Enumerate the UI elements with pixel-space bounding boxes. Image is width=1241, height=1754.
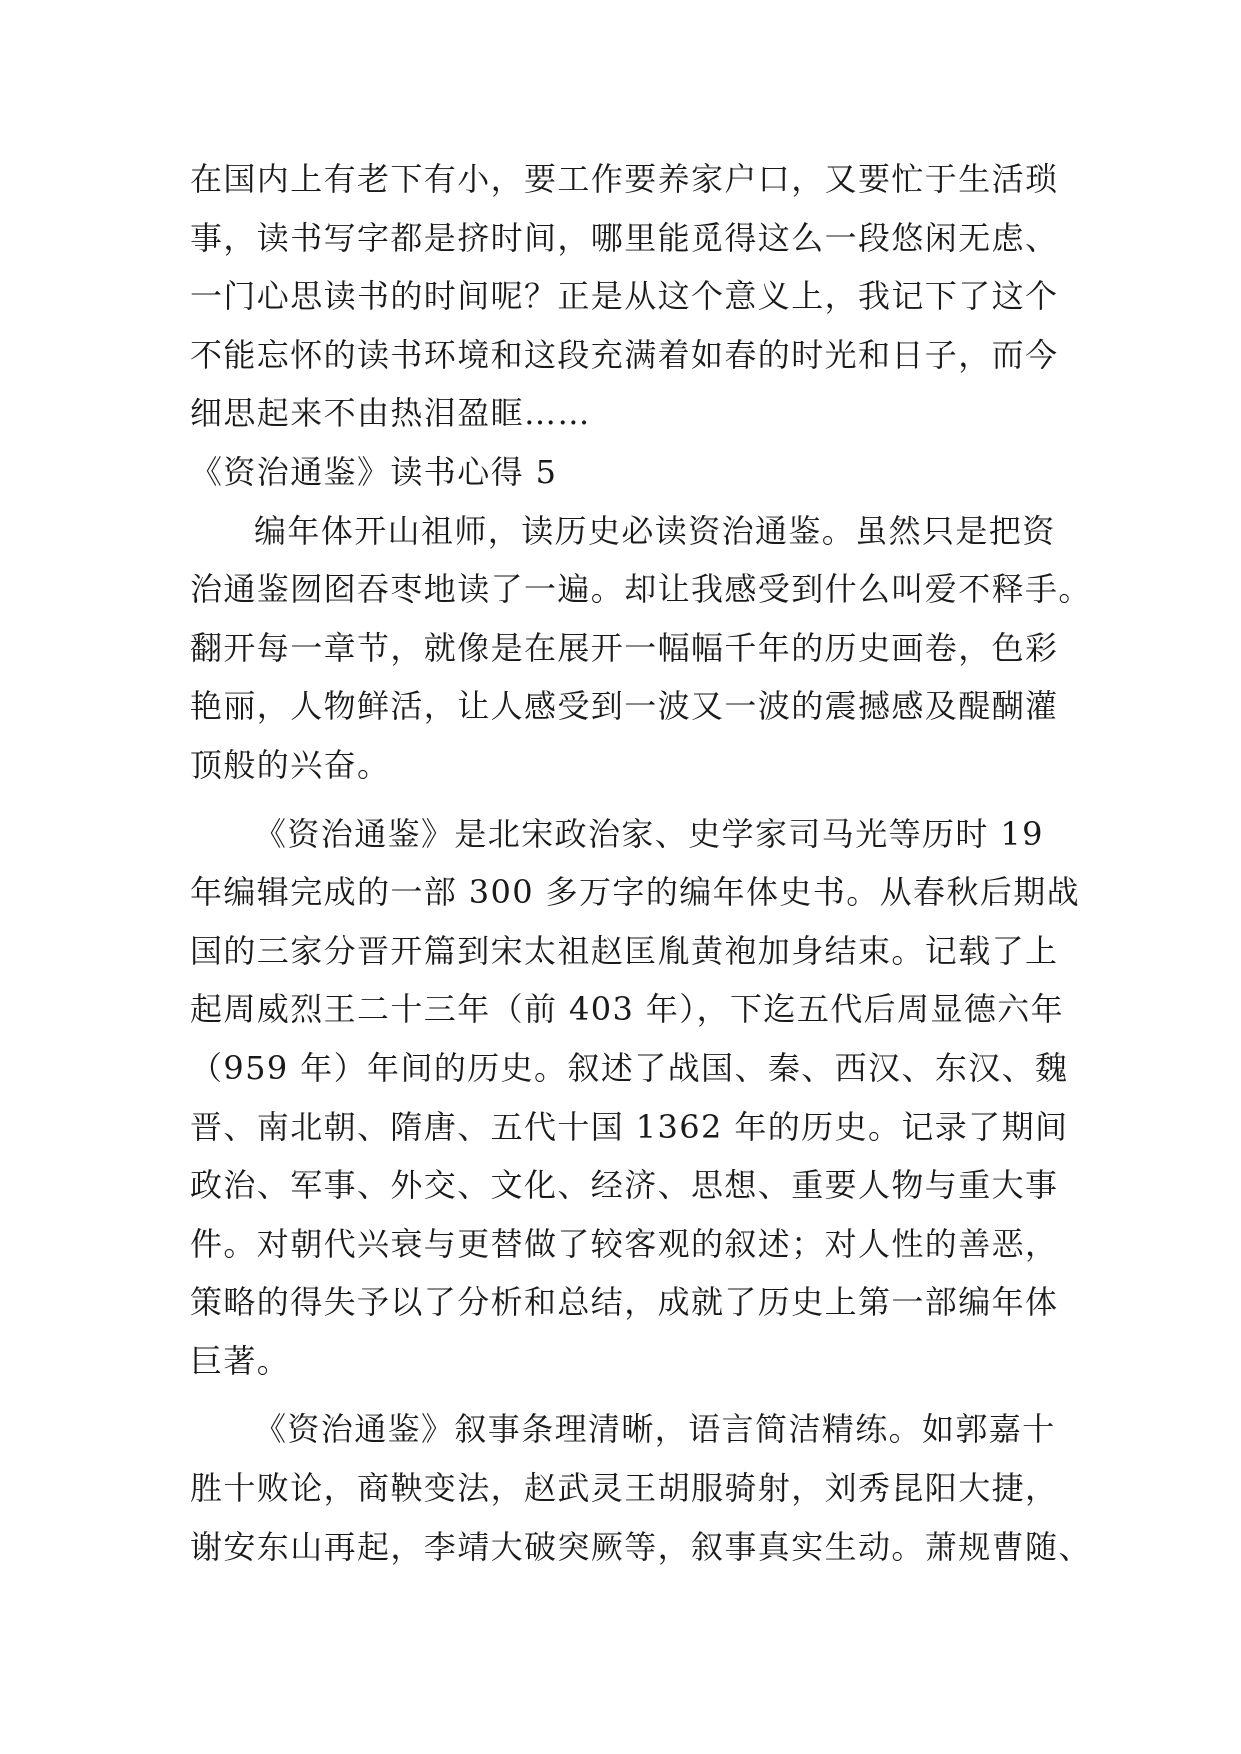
paragraph-line: 年编辑完成的一部 300 多万字的编年体史书。从春秋后期战 bbox=[190, 873, 1081, 912]
paragraph-line: 政治、军事、外交、文化、经济、思想、重要人物与重大事 bbox=[190, 1166, 1059, 1205]
paragraph-line: 谢安东山再起，李靖大破突厥等，叙事真实生动。萧规曹随、 bbox=[190, 1527, 1092, 1566]
intro-line: 细思起来不由热泪盈眶…… bbox=[190, 394, 591, 433]
intro-line: 不能忘怀的读书环境和这段充满着如春的时光和日子，而今 bbox=[190, 335, 1059, 374]
intro-line: 一门心思读书的时间呢？正是从这个意义上，我记下了这个 bbox=[190, 277, 1059, 316]
document-body bbox=[190, 150, 1092, 1576]
paragraph-line: 起周威烈王二十三年（前 403 年），下迄五代后周显德六年 bbox=[190, 990, 1065, 1029]
paragraph-line: （959 年）年间的历史。叙述了战国、秦、西汉、东汉、魏 bbox=[190, 1048, 1069, 1087]
paragraph-line: 艳丽，人物鲜活，让人感受到一波又一波的震撼感及醍醐灌 bbox=[190, 687, 1059, 726]
paragraph-line: 顶般的兴奋。 bbox=[190, 745, 391, 784]
paragraph-line: 《资治通鉴》是北宋政治家、史学家司马光等历时 19 bbox=[254, 814, 1044, 853]
paragraph-line: 巨著。 bbox=[190, 1341, 291, 1380]
paragraph-line: 晋、南北朝、隋唐、五代十国 1362 年的历史。记录了期间 bbox=[190, 1107, 1069, 1146]
section-heading: 《资治通鉴》读书心得 5 bbox=[190, 452, 558, 491]
paragraph-line: 国的三家分晋开篇到宋太祖赵匡胤黄袍加身结束。记载了上 bbox=[190, 931, 1059, 970]
paragraph-line: 治通鉴囫囵吞枣地读了一遍。却让我感受到什么叫爱不释手。 bbox=[190, 570, 1092, 609]
paragraph-line: 《资治通鉴》叙事条理清晰，语言简洁精练。如郭嘉十 bbox=[254, 1410, 1056, 1449]
paragraph-line: 策略的得失予以了分析和总结，成就了历史上第一部编年体 bbox=[190, 1283, 1059, 1322]
paragraph-line: 编年体开山祖师，读历史必读资治通鉴。虽然只是把资 bbox=[254, 511, 1056, 550]
paragraph-line: 件。对朝代兴衰与更替做了较客观的叙述；对人性的善恶， bbox=[190, 1224, 1059, 1263]
intro-line: 事，读书写字都是挤时间，哪里能觅得这么一段悠闲无虑、 bbox=[190, 218, 1059, 257]
paragraph-line: 翻开每一章节，就像是在展开一幅幅千年的历史画卷，色彩 bbox=[190, 628, 1059, 667]
paragraph-line: 胜十败论，商鞅变法，赵武灵王胡服骑射，刘秀昆阳大捷， bbox=[190, 1469, 1059, 1508]
intro-line: 在国内上有老下有小，要工作要养家户口，又要忙于生活琐 bbox=[190, 160, 1059, 198]
